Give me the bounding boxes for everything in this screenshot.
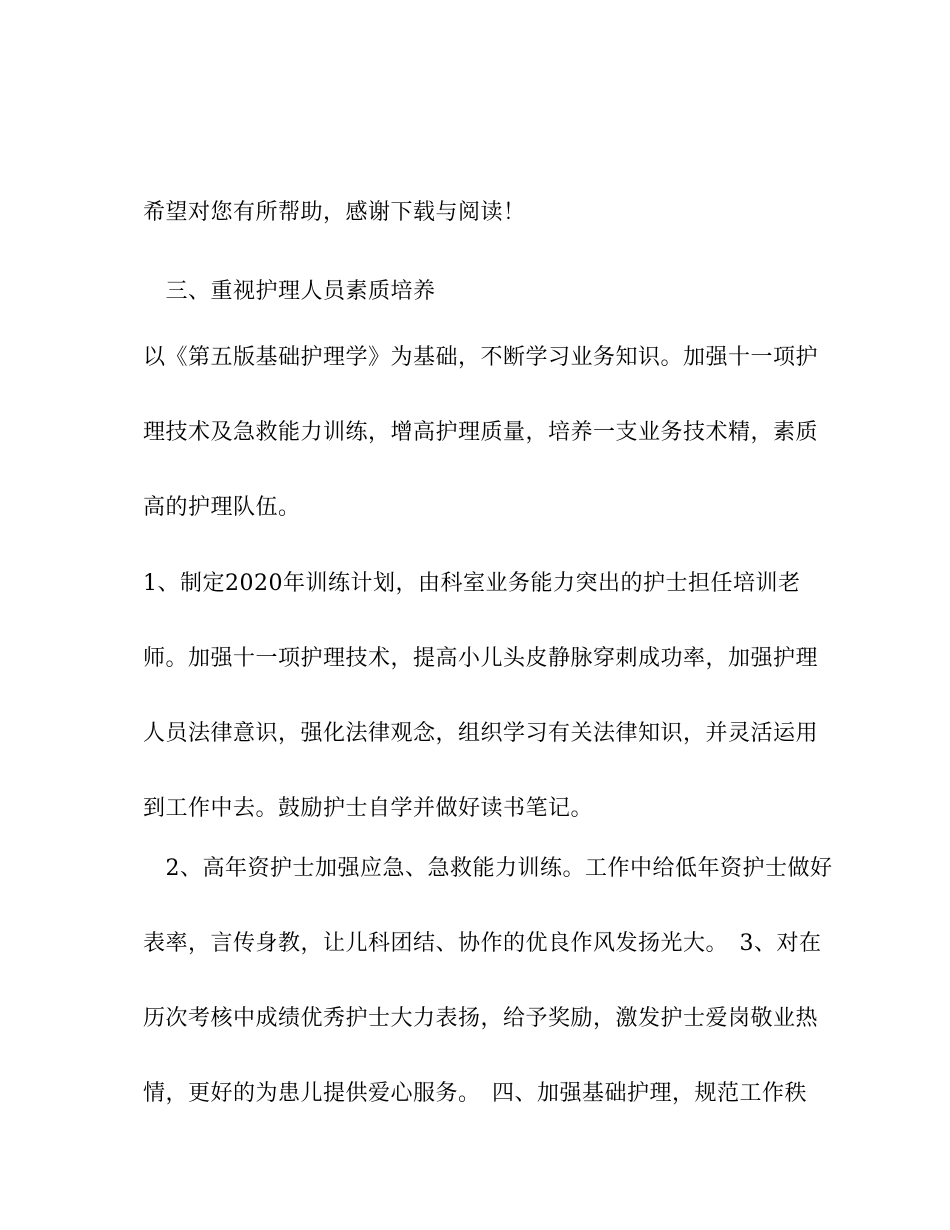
text-line: 历次考核中成绩优秀护士大力表扬，给予奖励，激发护士爱岗敬业热 [143, 1006, 819, 1031]
text-line: 情，更好的为患儿提供爱心服务。 四、加强基础护理，规范工作秩 [143, 1081, 808, 1106]
list-item-1: 1、制定2020年训练计划，由科室业务能力突出的护士担任培训老 [143, 571, 801, 596]
text-line: 到工作中去。鼓励护士自学并做好读书笔记。 [143, 796, 594, 821]
text-line: 高的护理队伍。 [143, 495, 301, 520]
section-heading-three: 三、重视护理人员素质培养 [143, 279, 436, 304]
list-item-2: 2、高年资护士加强应急、急救能力训练。工作中给低年资护士做好 [143, 856, 833, 881]
text-line: 师。加强十一项护理技术，提高小儿头皮静脉穿刺成功率，加强护理 [143, 646, 819, 671]
text-line-thanks: 希望对您有所帮助，感谢下载与阅读！ [143, 200, 526, 225]
text-line: 人员法律意识，强化法律观念，组织学习有关法律知识，并灵活运用 [143, 721, 819, 746]
text-line: 表率，言传身教，让儿科团结、协作的优良作风发扬光大。 3、对在 [143, 931, 822, 956]
text-line: 理技术及急救能力训练，增高护理质量，培养一支业务技术精，素质 [143, 420, 819, 445]
text-line: 以《第五版基础护理学》为基础，不断学习业务知识。加强十一项护 [143, 345, 819, 370]
